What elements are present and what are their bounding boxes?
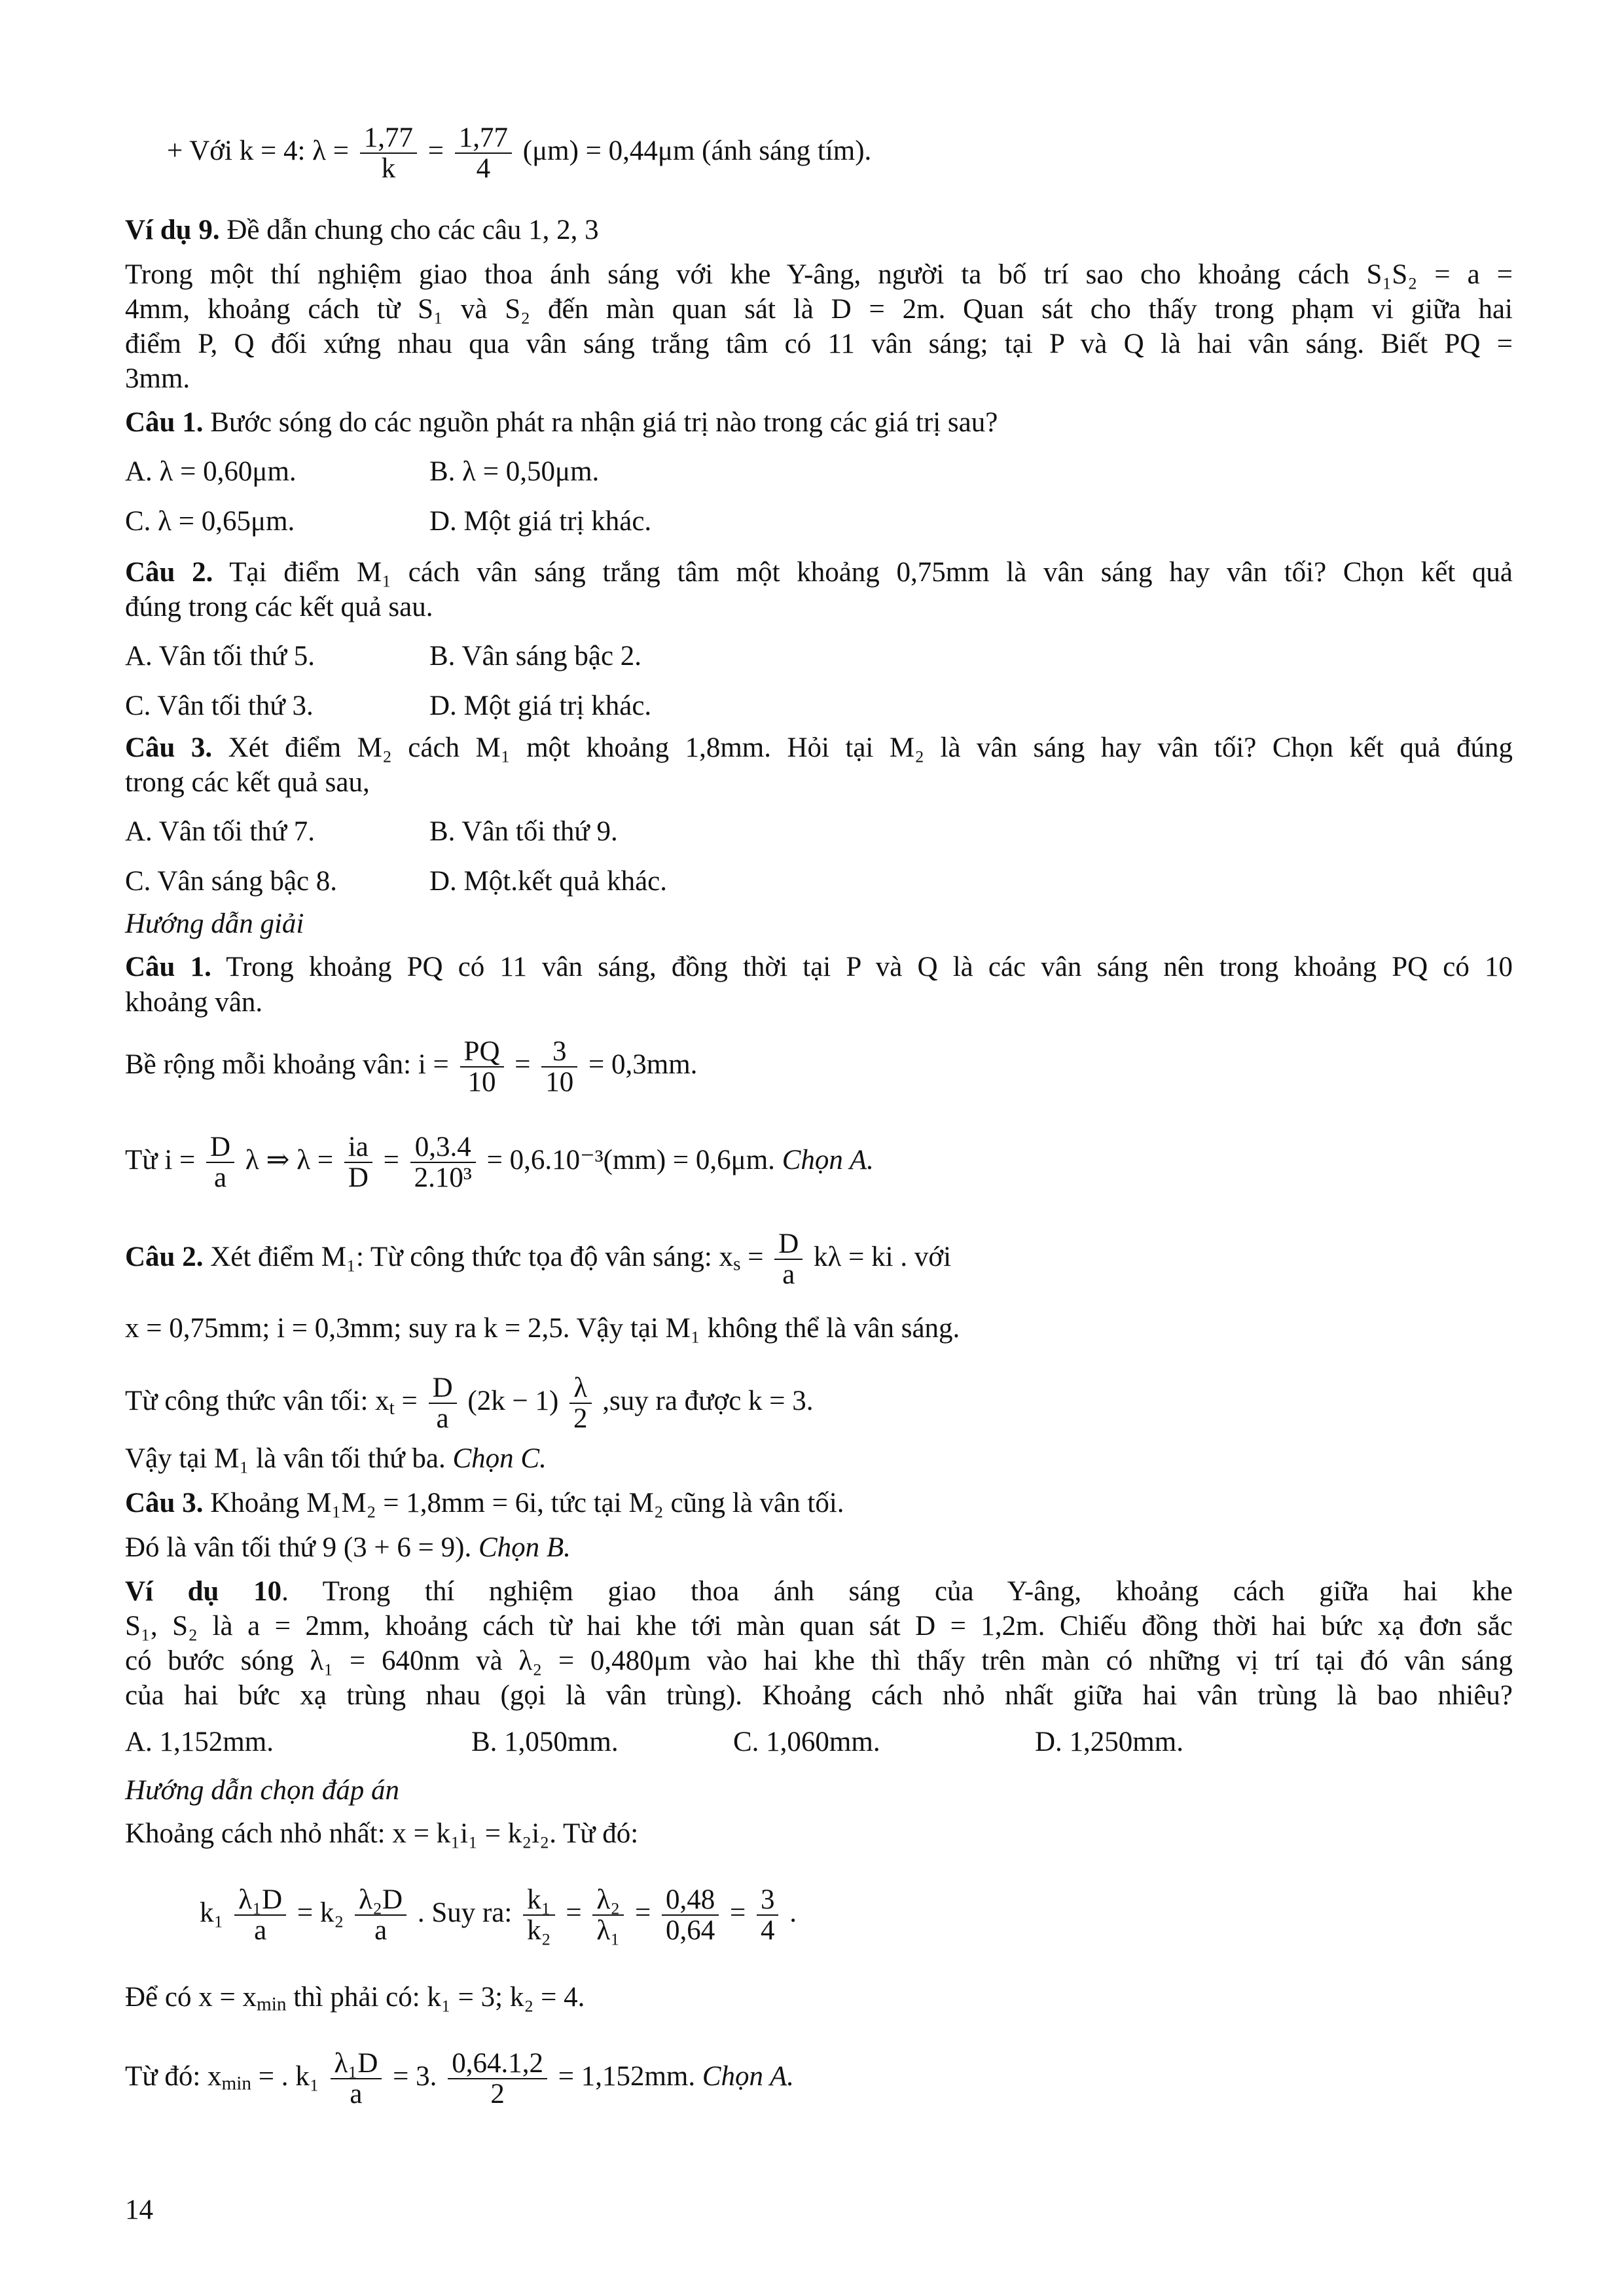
question-2 xyxy=(125,558,1513,586)
text: ,suy ra được k = 3. xyxy=(602,1386,814,1417)
numerator: 0,48 xyxy=(662,1885,719,1916)
denominator: 0,64 xyxy=(665,1915,715,1946)
paragraph-line xyxy=(125,1534,571,1562)
text: = 3. xyxy=(393,2061,437,2092)
text: (2k − 1) xyxy=(467,1386,559,1417)
formula-line xyxy=(125,1132,874,1193)
answer-option-b: B. 1,050mm. xyxy=(471,1727,619,1757)
answer-option-a: A. Vân tối thứ 7. xyxy=(125,816,316,847)
text: = . k₁ xyxy=(251,2061,319,2092)
example-title: Ví dụ 9. xyxy=(125,215,220,245)
solution-3 xyxy=(125,1489,844,1517)
fraction xyxy=(541,1037,577,1097)
numerator: λ₂D xyxy=(355,1885,406,1916)
paragraph-line: x = 0,75mm; i = 0,3mm; suy ra k = 2,5. Vậy tại M₁ không thể là vân sáng. xyxy=(125,1313,960,1344)
answer-choice: Chọn A. xyxy=(774,1145,874,1176)
text: Từ i = xyxy=(125,1145,196,1176)
numerator: 3 xyxy=(541,1037,577,1067)
paragraph-line: khoảng vân. xyxy=(125,987,263,1018)
paragraph-line: có bước sóng λ₁ = 640nm và λ₂ = 0,480μm vào hai khe thì thấy trên màn có những vị trí tại đó vân sáng xyxy=(125,1645,1513,1676)
text: Vậy tại M₁ là vân tối thứ ba. xyxy=(125,1443,446,1474)
paragraph-line: S₁, S₂ là a = 2mm, khoảng cách từ hai khe tới màn quan sát D = 1,2m. Chiếu đồng thời hai bức xạ đơn sắc xyxy=(125,1611,1513,1641)
answer-choice: Chọn C. xyxy=(445,1443,547,1474)
fraction xyxy=(523,1885,555,1945)
answer-option-d: D. 1,250mm. xyxy=(1035,1727,1183,1757)
fraction xyxy=(410,1132,476,1193)
text: Trong khoảng PQ có 11 vân sáng, đồng thời tại P và Q là các vân sáng nên trong khoảng PQ có 10 xyxy=(211,952,1513,982)
fraction xyxy=(360,123,417,183)
numerator: D xyxy=(206,1132,234,1163)
equals: = xyxy=(383,1145,399,1176)
fraction xyxy=(331,2049,382,2109)
numerator: 1,77 xyxy=(455,123,512,154)
denominator: 4 xyxy=(760,1915,775,1946)
equals: = xyxy=(427,135,444,167)
answer-option-b: B. λ = 0,50μm. xyxy=(429,456,600,487)
formula-line xyxy=(125,2049,794,2109)
text: thì phải có: k₁ = 3; k₂ = 4. xyxy=(286,1982,585,2013)
question-1 xyxy=(125,408,998,437)
paragraph-line xyxy=(125,1444,547,1473)
formula-line xyxy=(125,1037,697,1097)
fraction xyxy=(429,1373,457,1433)
subscript: min xyxy=(221,2073,252,2094)
text: Từ đó: x xyxy=(125,2061,222,2092)
text: Bề rộng mỗi khoảng vân: i = xyxy=(125,1049,449,1081)
answer-choice: Chọn B. xyxy=(471,1532,571,1563)
fraction xyxy=(460,1037,504,1097)
answer-option-a: A. 1,152mm. xyxy=(125,1727,274,1757)
numerator: 0,3.4 xyxy=(410,1132,476,1163)
denominator: 4 xyxy=(476,153,491,185)
numerator: λ xyxy=(569,1373,592,1404)
fraction xyxy=(455,123,512,183)
numerator: λ₁D xyxy=(331,2049,382,2079)
equals: = xyxy=(634,1897,651,1929)
subscript: t xyxy=(389,1397,395,1419)
text: Xét điểm M₂ cách M₁ một khoảng 1,8mm. Hỏi tại M₂ là vân sáng hay vân tối? Chọn kết quả đúng xyxy=(212,732,1513,763)
solution-label: Câu 2. xyxy=(125,1242,204,1273)
answer-option-c: C. λ = 0,65μm. xyxy=(125,506,295,537)
fraction xyxy=(344,1132,372,1193)
fraction xyxy=(569,1373,592,1433)
text: . Trong thí nghiệm giao thoa ánh sáng của Y-âng, khoảng cách giữa hai khe xyxy=(281,1576,1513,1607)
paragraph-line: đúng trong các kết quả sau. xyxy=(125,592,433,622)
paragraph-line xyxy=(125,1982,585,2015)
denominator: 2 xyxy=(573,1403,588,1435)
text: λ ⇒ λ = xyxy=(245,1145,334,1176)
formula-line xyxy=(125,1373,814,1433)
formula-line xyxy=(200,1885,797,1945)
text: (μm) = 0,44μm (ánh sáng tím). xyxy=(522,135,872,167)
fraction xyxy=(206,1132,234,1193)
paragraph-line: Trong một thí nghiệm giao thoa ánh sáng với khe Y-âng, người ta bố trí sao cho khoảng cách S₁S₂ = a = xyxy=(125,259,1513,290)
answer-option-c: C. Vân tối thứ 3. xyxy=(125,691,314,721)
denominator: 2 xyxy=(490,2079,505,2110)
prev-formula-line xyxy=(167,123,871,183)
numerator: ia xyxy=(344,1132,372,1163)
fraction xyxy=(355,1885,406,1945)
denominator: a xyxy=(436,1403,449,1435)
numerator: 1,77 xyxy=(360,123,417,154)
example-10-heading xyxy=(125,1577,1513,1605)
guide-heading: Hướng dẫn chọn đáp án xyxy=(125,1775,400,1806)
formula-line xyxy=(125,1229,951,1289)
denominator: 10 xyxy=(467,1067,496,1098)
denominator: k₂ xyxy=(527,1915,551,1946)
text: kλ = ki . với xyxy=(814,1242,952,1273)
denominator: a xyxy=(350,2079,363,2110)
fraction xyxy=(448,2049,547,2109)
text: = 0,3mm. xyxy=(588,1049,698,1081)
answer-option-a: A. λ = 0,60μm. xyxy=(125,456,297,487)
text: = k₂ xyxy=(297,1897,344,1929)
equals: = xyxy=(566,1897,582,1929)
numerator: D xyxy=(429,1373,457,1404)
guide-heading: Hướng dẫn giải xyxy=(125,908,304,939)
text: . Suy ra: xyxy=(417,1897,513,1929)
text: Xét điểm M₁: Từ công thức tọa độ vân sáng: x xyxy=(203,1242,734,1273)
example-title: Ví dụ 10 xyxy=(125,1576,282,1607)
page-number: 14 xyxy=(125,2195,153,2225)
paragraph-line: 3mm. xyxy=(125,363,190,394)
answer-option-d: D. Một giá trị khác. xyxy=(429,691,652,721)
question-label: Câu 1. xyxy=(125,407,204,438)
solution-label: Câu 3. xyxy=(125,1488,204,1518)
paragraph-line: 4mm, khoảng cách từ S₁ và S₂ đến màn quan sát là D = 2m. Quan sát cho thấy trong phạm vi giữa hai xyxy=(125,294,1513,325)
text: Khoảng M₁M₂ = 1,8mm = 6i, tức tại M₂ cũng là vân tối. xyxy=(203,1488,844,1518)
answer-option-d: D. Một.kết quả khác. xyxy=(429,866,668,897)
paragraph-line: Khoảng cách nhỏ nhất: x = k₁i₁ = k₂i₂. Từ đó: xyxy=(125,1818,639,1849)
equals: = xyxy=(740,1242,764,1273)
fraction xyxy=(662,1885,719,1945)
numerator: 3 xyxy=(757,1885,779,1916)
text: Tại điểm M₁ cách vân sáng trắng tâm một khoảng 0,75mm là vân sáng hay vân tối? Chọn kết quả xyxy=(213,557,1513,588)
fraction xyxy=(774,1229,803,1289)
answer-option-a: A. Vân tối thứ 5. xyxy=(125,641,316,672)
question-label: Câu 3. xyxy=(125,732,213,763)
subscript: min xyxy=(256,1994,287,2015)
numerator: k₁ xyxy=(523,1885,555,1916)
subscript: s xyxy=(733,1253,741,1275)
fraction xyxy=(757,1885,779,1945)
denominator: a xyxy=(374,1915,388,1946)
equals: = xyxy=(394,1386,418,1417)
text: = 1,152mm. xyxy=(558,2061,696,2092)
denominator: a xyxy=(214,1162,227,1194)
text: k₁ xyxy=(200,1897,224,1929)
solution-1 xyxy=(125,953,1513,981)
answer-option-c: C. Vân sáng bậc 8. xyxy=(125,866,338,897)
equals: = xyxy=(729,1897,746,1929)
numerator: λ₂ xyxy=(592,1885,624,1916)
paragraph-line: trong các kết quả sau, xyxy=(125,767,370,798)
denominator: D xyxy=(348,1162,369,1194)
solution-label: Câu 1. xyxy=(125,952,211,982)
answer-choice: Chọn A. xyxy=(695,2061,795,2092)
example-9-heading xyxy=(125,216,599,244)
equals: = xyxy=(514,1049,531,1081)
answer-option-c: C. 1,060mm. xyxy=(733,1727,880,1757)
denominator: a xyxy=(782,1259,795,1291)
answer-option-b: B. Vân sáng bậc 2. xyxy=(429,641,642,672)
text: Đó là vân tối thứ 9 (3 + 6 = 9). xyxy=(125,1532,472,1563)
denominator: k xyxy=(381,153,396,185)
question-3 xyxy=(125,734,1513,762)
paragraph-line: của hai bức xạ trùng nhau (gọi là vân trùng). Khoảng cách nhỏ nhất giữa hai vân trùng là bao nhiêu? xyxy=(125,1680,1513,1711)
numerator: 0,64.1,2 xyxy=(448,2049,547,2079)
text: Đề dẫn chung cho các câu 1, 2, 3 xyxy=(219,215,599,245)
paragraph-line: điểm P, Q đối xứng nhau qua vân sáng trắng tâm có 11 vân sáng; tại P và Q là hai vân sáng. Biết PQ = xyxy=(125,329,1513,359)
text: Để có x = x xyxy=(125,1982,257,2013)
text: Bước sóng do các nguồn phát ra nhận giá trị nào trong các giá trị sau? xyxy=(203,407,998,438)
denominator: 10 xyxy=(545,1067,574,1098)
numerator: λ₁D xyxy=(234,1885,286,1916)
text: . xyxy=(789,1897,797,1929)
denominator: λ₁ xyxy=(596,1915,621,1946)
denominator: a xyxy=(254,1915,267,1946)
numerator: PQ xyxy=(460,1037,504,1067)
text: Từ công thức vân tối: x xyxy=(125,1386,389,1417)
numerator: D xyxy=(774,1229,803,1260)
fraction xyxy=(234,1885,286,1945)
text: = 0,6.10⁻³(mm) = 0,6μm. xyxy=(486,1145,775,1176)
answer-option-d: D. Một giá trị khác. xyxy=(429,506,652,537)
answer-option-b: B. Vân tối thứ 9. xyxy=(429,816,618,847)
fraction xyxy=(592,1885,624,1945)
denominator: 2.10³ xyxy=(414,1162,472,1194)
text: + Với k = 4: λ = xyxy=(167,135,350,167)
question-label: Câu 2. xyxy=(125,557,213,588)
